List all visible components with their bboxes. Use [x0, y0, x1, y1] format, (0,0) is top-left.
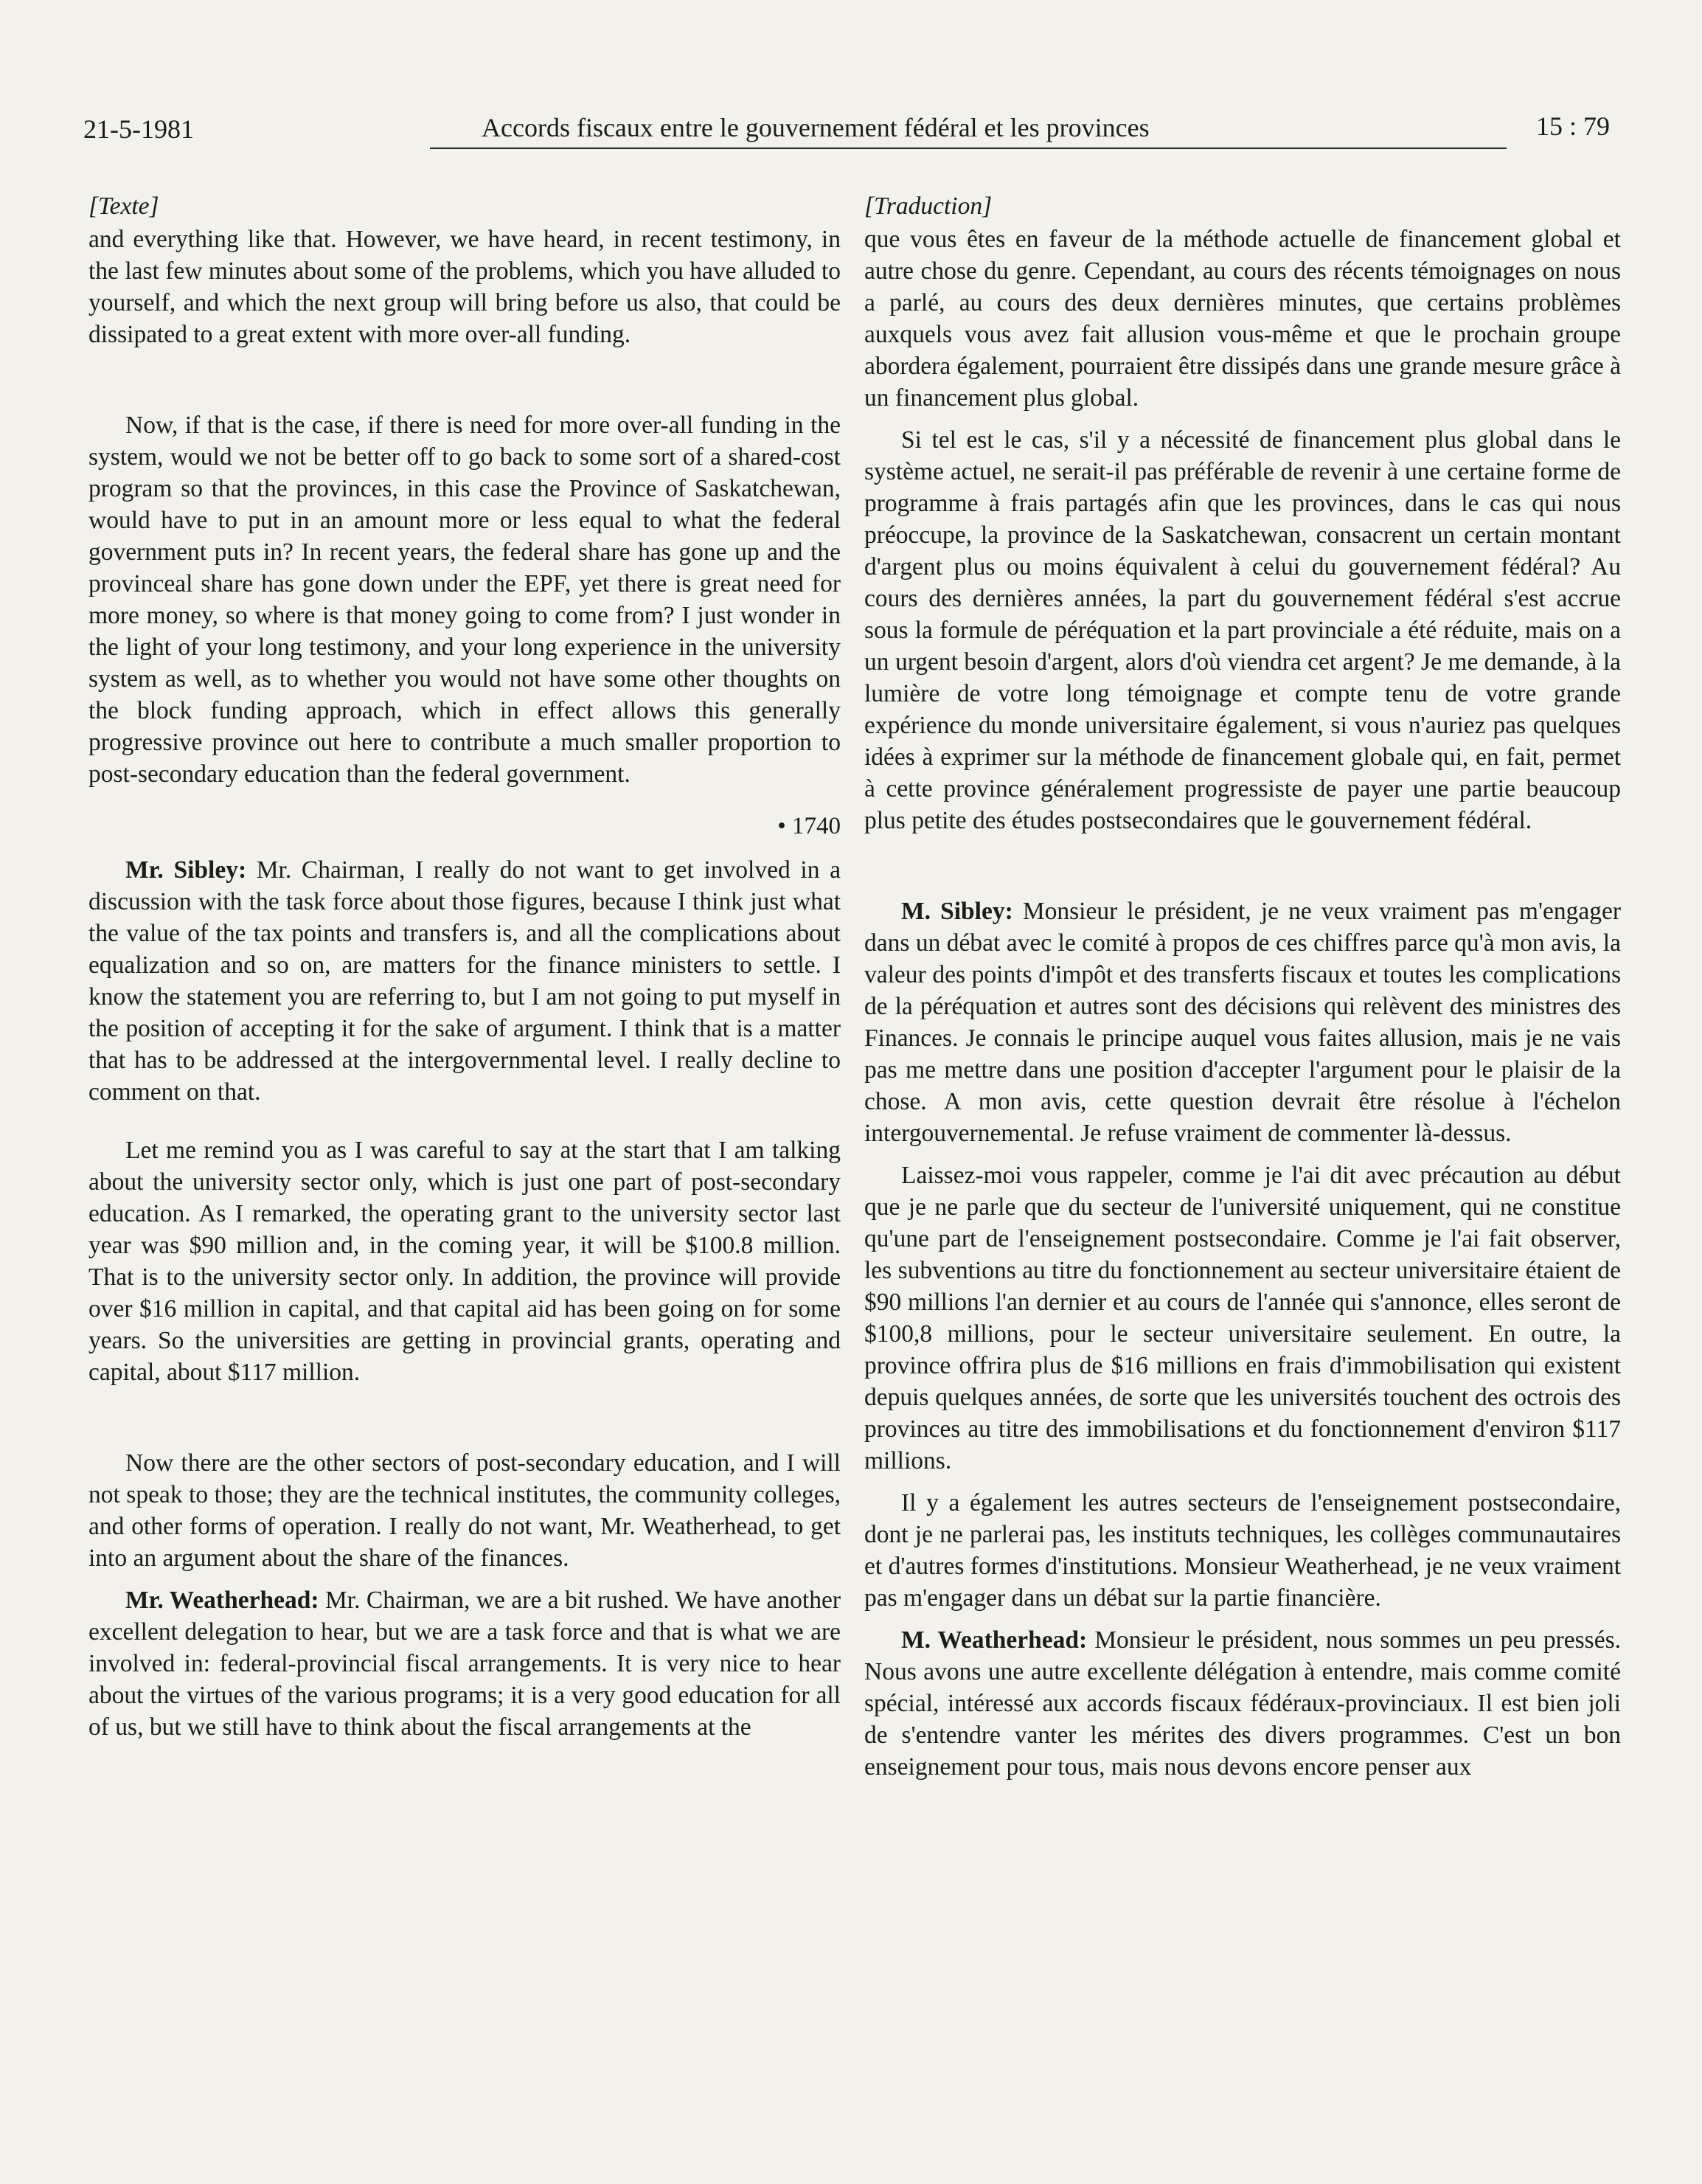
paragraph: Now there are the other sectors of post-secondary education, and I will not speak to those; they are the technical institutes, the community colleges, and other forms of operation. I really do not want, Mr. Weatherhead, to get into an argument about the share of the finances. — [88, 1449, 841, 1572]
paragraph — [864, 1624, 1621, 1783]
time-marker: • 1740 — [777, 813, 841, 839]
column-label-texte: [Texte] — [88, 193, 159, 220]
speaker-name: Mr. Sibley: — [125, 856, 247, 884]
speech-text: Monsieur le président, nous sommes un peu pressés. Nous avons une autre excellente délégation à entendre, mais comme comité spécial, intéressé aux accords fiscaux fédéraux-provinciaux. Il est bien joli de s'entendre vanter les mérites des divers programmes. C'est un bon enseignement pour tous, mais nous devons encore penser aux — [864, 1626, 1621, 1781]
speaker-name: M. Sibley: — [901, 898, 1013, 925]
paragraph: Laissez-moi vous rappeler, comme je l'ai dit avec précaution au début que je ne parle que du secteur de l'université uniquement, qui ne constitue qu'une part de l'enseignement postsecondaire. Comme je l'ai fait observer, les subventions au titre du fonctionnement au secteur universitaire étaient de $90 millions l'an dernier et au cours de l'année qui s'annonce, elles seront de $100,8 millions, pour le secteur universitaire seulement. En outre, la province offrira plus de $16 millions en frais d'immobilisation qui existent depuis quelques années, de sorte que les universités touchent des octrois des provinces au titre des immobilisations et du fonctionnement d'environ $117 millions. — [864, 1162, 1621, 1474]
speech-text: Mr. Chairman, I really do not want to get involved in a discussion with the task force about those figures, because I think just what the value of the tax points and transfers is, and all the complications about equalization and so on, are matters for the finance ministers to settle. I know the statement you are referring to, but I am not going to put myself in the position of accepting it for the sake of argument. I think that is a matter that has to be addressed at the intergovernmental level. I really decline to comment on that. — [88, 856, 841, 1106]
paragraph — [88, 854, 841, 1108]
paragraph: and everything like that. However, we have heard, in recent testimony, in the last few minutes about some of the problems, which you have alluded to yourself, and which the next group will bring before us also, that could be dissipated to a great extent with more over-all funding. — [88, 226, 841, 348]
speech-text: Mr. Chairman, we are a bit rushed. We have another excellent delegation to hear, but we are a task force and that is what we are involved in: federal-provincial fiscal arrangements. It is very nice to hear about the virtues of the various programs; it is a very good education for all of us, but we still have to think about the fiscal arrangements at the — [88, 1587, 841, 1741]
header-rule — [430, 148, 1507, 149]
paragraph: Now, if that is the case, if there is need for more over-all funding in the system, would we not be better off to go back to some sort of a shared-cost program so that the provinces, in this case the Province of Saskatchewan, would have to put in an amount more or less equal to what the federal government puts in? In recent years, the federal share has gone up and the provinceal share has gone down under the EPF, yet there is great need for more money, so where is that money going to come from? I just wonder in the light of your long testimony, and your long experience in the university system as well, as to whether you would not have some other thoughts on the block funding approach, which in effect allows this generally progressive province out here to contribute a much smaller proportion to post-secondary education than the federal government. — [88, 412, 841, 788]
header-title: Accords fiscaux entre le gouvernement fédéral et les provinces — [482, 113, 1150, 142]
speech-text: Monsieur le président, je ne veux vraiment pas m'engager dans un débat avec le comité à propos de ces chiffres parce qu'à mon avis, la valeur des points d'impôt et des transferts fiscaux et toutes les complications de la péréquation et autres sont des décisions qui relèvent des ministres des Finances. Je connais le principe auquel vous faites allusion, mais je ne vais pas me mettre dans une position d'accepter l'argument pour le plaisir de la chose. A mon avis, cette question devrait être résolue à l'échelon intergouvernemental. Je refuse vraiment de commenter là-dessus. — [864, 898, 1621, 1147]
paragraph: Let me remind you as I was careful to say at the start that I am talking about the university sector only, which is just one part of post-secondary education. As I remarked, the operating grant to the university sector last year was $90 million and, in the coming year, it will be $100.8 million. That is to the university sector only. In addition, the province will provide over $16 million in capital, and that capital aid has been going on for some years. So the universities are getting in provincial grants, operating and capital, about $117 million. — [88, 1137, 841, 1386]
paragraph — [864, 895, 1621, 1149]
paragraph: que vous êtes en faveur de la méthode actuelle de financement global et autre chose du genre. Cependant, au cours des récents témoignages on nous a parlé, au cours des deux dernières minutes, que certains problèmes auxquels vous avez fait allusion vous-même et que le prochain groupe abordera également, pourraient être dissipés dans une grande mesure grâce à un financement plus global. — [864, 226, 1621, 412]
paragraph: Si tel est le cas, s'il y a nécessité de financement plus global dans le système actuel, ne serait-il pas préférable de revenir à une certaine forme de programme à frais partagés afin que les provinces, dans le cas qui nous préoccupe, la province de la Saskatchewan, consacrent un certain montant d'argent plus ou moins équivalent à celui du gouvernement fédéral? Au cours des dernières années, la part du gouvernement fédéral s'est accrue sous la formule de péréquation et la part provinciale a été réduite, mais on a un urgent besoin d'argent, alors d'où viendra cet argent? Je me demande, à la lumière de votre long témoignage et compte tenu de votre grande expérience du monde universitaire également, si vous n'auriez pas quelques idées à exprimer sur la méthode de financement globale qui, en fait, permet à cette province généralement progressiste de payer une partie beaucoup plus petite des études postsecondaires que le gouvernement fédéral. — [864, 426, 1621, 834]
header-page-number: 15 : 79 — [1535, 111, 1610, 141]
paragraph: Il y a également les autres secteurs de l'enseignement postsecondaire, dont je ne parlerai pas, les instituts techniques, les collèges communautaires et d'autres formes d'institutions. Monsieur Weatherhead, je ne veux vraiment pas m'engager dans un débat sur la partie financière. — [864, 1489, 1621, 1612]
paragraph — [88, 1584, 841, 1743]
speaker-name: M. Weatherhead: — [901, 1626, 1088, 1654]
speaker-name: Mr. Weatherhead: — [125, 1587, 319, 1614]
column-label-traduction: [Traduction] — [864, 193, 993, 220]
header-date: 21-5-1981 — [83, 114, 194, 144]
french-column — [864, 190, 1621, 1783]
english-column — [88, 190, 841, 1743]
running-header — [83, 109, 1610, 150]
